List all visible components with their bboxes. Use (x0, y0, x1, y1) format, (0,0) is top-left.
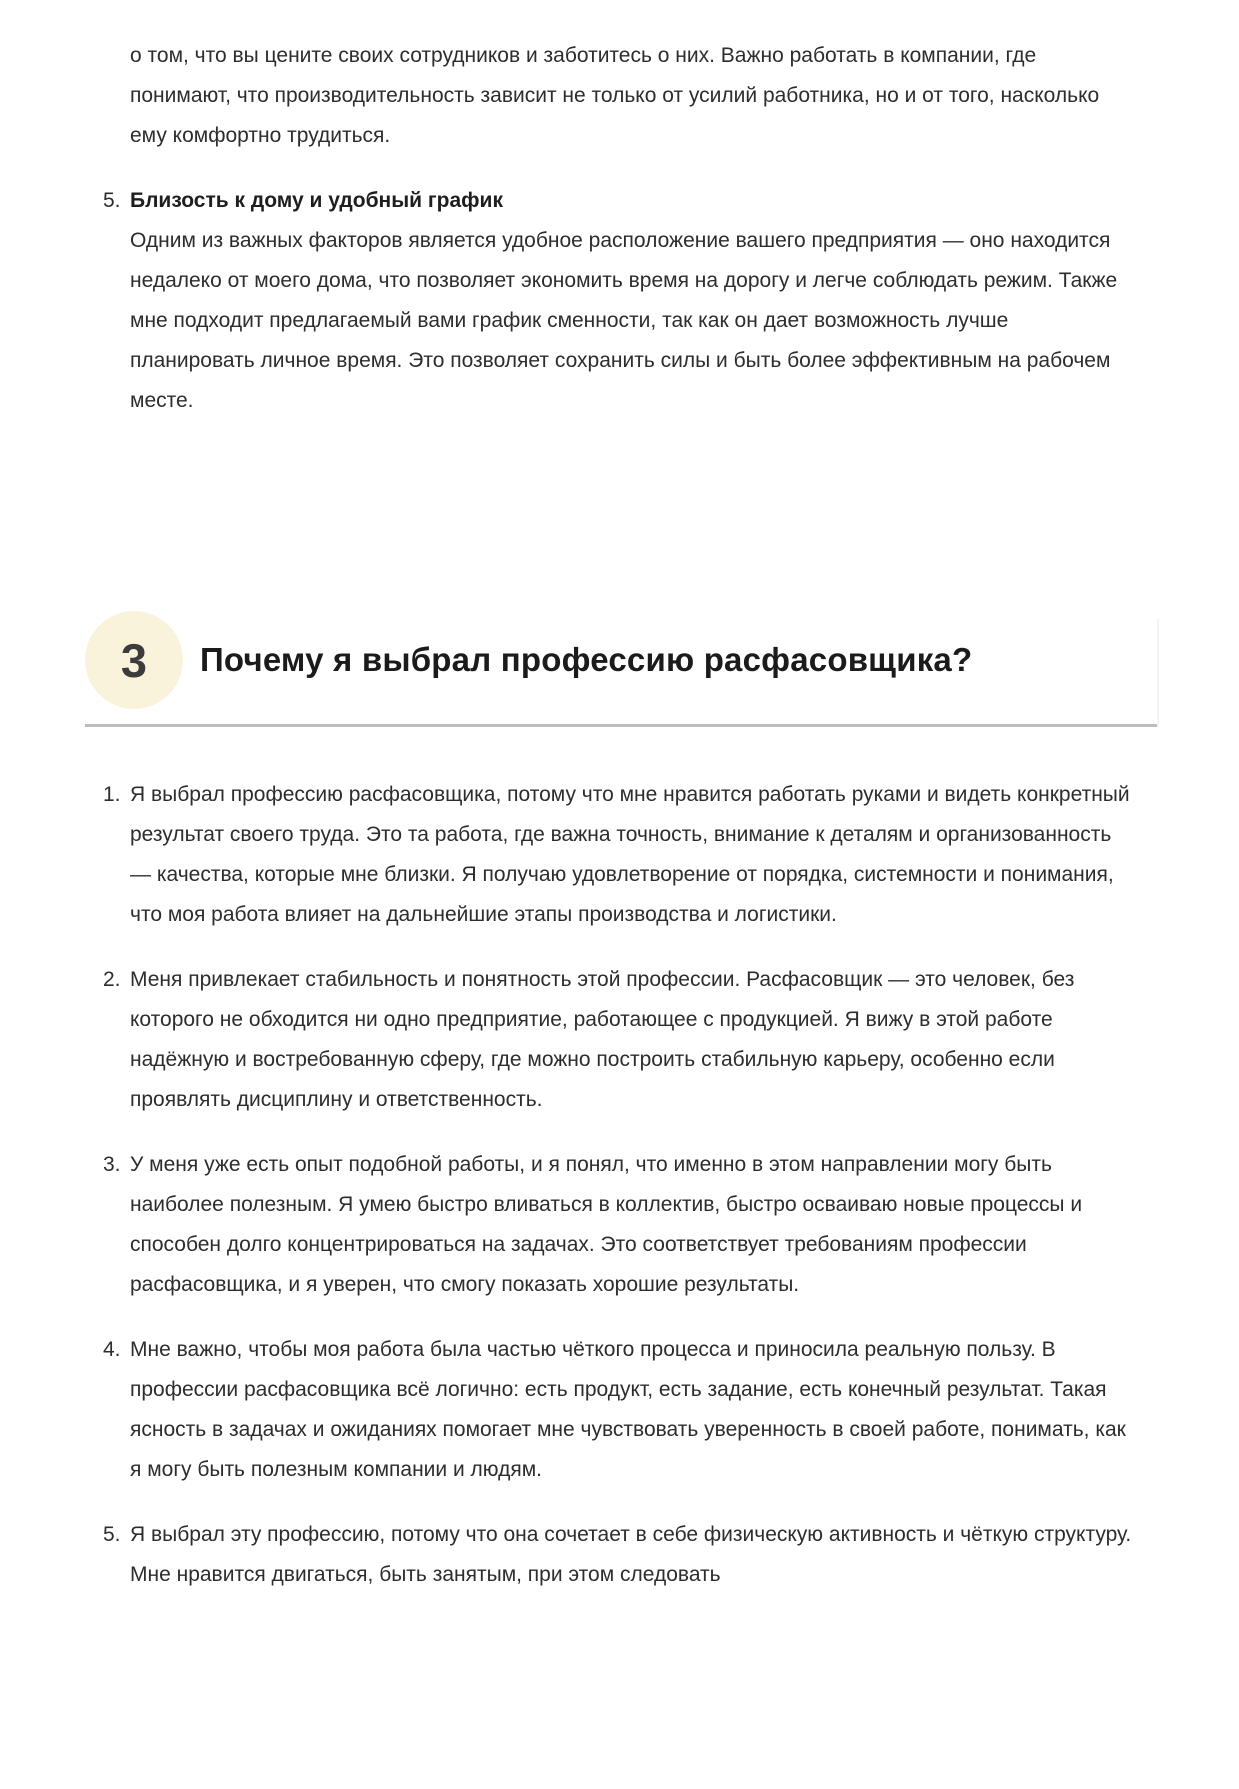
document-page (0, 36, 1239, 1789)
list-item (103, 1515, 1135, 1595)
intro-list-item-5 (103, 181, 1135, 421)
list-marker: 5. (103, 1523, 121, 1546)
section-number-badge: 3 (85, 611, 183, 709)
list-item (103, 775, 1135, 935)
list-item (103, 1145, 1135, 1305)
list-item (103, 960, 1135, 1120)
list-item (103, 1330, 1135, 1490)
list-item-text: У меня уже есть опыт подобной работы, и я понял, что именно в этом направлении могу быть наиболее полезным. Я умею быстро вливаться в коллектив, быстро осваиваю новые процессы и способен долго концентрироваться на задачах. Это соответствует требованиям профессии расфасовщика, и я уверен, что смогу показать хорошие результаты. (130, 1153, 1083, 1296)
intro-list-item-body (130, 181, 1135, 421)
list-item-text: Мне важно, чтобы моя работа была частью чёткого процесса и приносила реальную пользу. В профессии расфасовщика всё логично: есть продукт, есть задание, есть конечный результат. Такая ясность в задачах и ожиданиях помогает мне чувствовать уверенность в своей работе, понимать, как я могу быть полезным компании и людям. (130, 1338, 1126, 1481)
list-item-text: Я выбрал эту профессию, потому что она сочетает в себе физическую активность и чёткую структуру. Мне нравится двигаться, быть занятым, при этом следовать (130, 1523, 1132, 1586)
list-marker: 2. (103, 968, 121, 991)
list-item-title: Близость к дому и удобный график (130, 189, 503, 212)
list-item-text: Меня привлекает стабильность и понятность этой профессии. Расфасовщик — это человек, без которого не обходится ни одно предприятие, работающее с продукцией. Я вижу в этой работе надёжную и востребованную сферу, где можно построить стабильную карьеру, особенно если проявлять дисциплину и ответственность. (130, 968, 1075, 1111)
list-item-text: Я выбрал профессию расфасовщика, потому что мне нравится работать руками и видеть конкретный результат своего труда. Это та работа, где важна точность, внимание к деталям и организованность — качества, которые мне близки. Я получаю удовлетворение от порядка, системности и понимания, что моя работа влияет на дальнейшие этапы производства и логистики. (130, 783, 1130, 926)
section-title: Почему я выбрал профессию расфасовщика? (200, 641, 973, 678)
list-marker: 3. (103, 1153, 121, 1176)
continuation-paragraph: о том, что вы цените своих сотрудников и заботитесь о них. Важно работать в компании, где понимают, что производительность зависит не только от усилий работника, но и от того, насколько ему комфортно трудиться. (130, 44, 1100, 147)
list-marker: 1. (103, 783, 121, 806)
list-marker: 5. (103, 189, 121, 212)
list-item-text: Одним из важных факторов является удобное расположение вашего предприятия — оно находится недалеко от моего дома, что позволяет экономить время на дорогу и легче соблюдать режим. Также мне подходит предлагаемый вами график сменности, так как он дает возможность лучше планировать личное время. Это позволяет сохранить силы и быть более эффективным на рабочем месте. (130, 229, 1118, 412)
main-list (0, 775, 1239, 1595)
list-marker: 4. (103, 1338, 121, 1361)
section-header (85, 611, 1158, 727)
